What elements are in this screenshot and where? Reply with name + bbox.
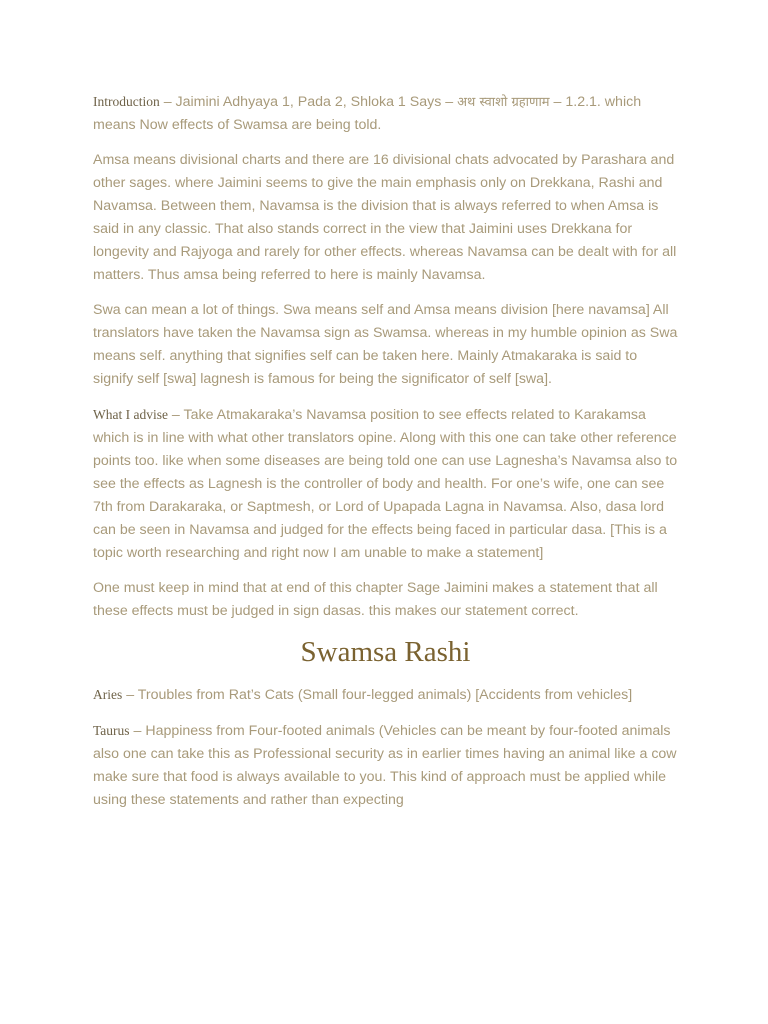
sign-taurus-paragraph: [93, 719, 678, 812]
sign-aries-paragraph: [93, 683, 678, 707]
advise-lead: What I advise: [93, 407, 168, 422]
sign-taurus-lead: Taurus: [93, 723, 130, 738]
sanskrit-verse: अथ स्वाशो ग्रहाणाम: [457, 95, 550, 110]
closing-paragraph: One must keep in mind that at end of this chapter Sage Jaimini makes a statement that all these effects must be judged in sign dasas. this makes our statement correct.: [93, 580, 658, 619]
advise-paragraph: [93, 403, 678, 565]
sign-aries-text: – Troubles from Rat’s Cats (Small four-legged animals) [Accidents from vehicles]: [122, 687, 633, 703]
advise-text: – Take Atmakaraka’s Navamsa position to see effects related to Karakamsa which is in line with what other translators opine. Along with this one can take other reference points too. like when some diseases are being told one can use Lagnesha’s Navamsa also to see the effects as Lagnesh is the controller of body and health. For one’s wife, one can see 7th from Darakaraka, or Saptmesh, or Lord of Upapada Lagna in Navamsa. Also, dasa lord can be seen in Navamsa and judged for the effects being faced in particular dasa. [This is a topic worth researching and right now I am unable to make a statement]: [93, 407, 678, 561]
sign-taurus-text: – Happiness from Four-footed animals (Vehicles can be meant by four-footed animals also one can take this as Professional security as in earlier times having an animal like a cow make sure that food is always available to you. This kind of approach must be applied while using these statements and rather than expecting: [93, 723, 677, 808]
amsa-paragraph: Amsa means divisional charts and there are 16 divisional chats advocated by Parashara and other sages. where Jaimini seems to give the main emphasis only on Drekkana, Rashi and Navamsa. Between them, Navamsa is the division that is always referred to when Amsa is said in any classic. That also stands correct in the view that Jaimini uses Drekkana for longevity and Rajyoga and rarely for other effects. whereas Navamsa can be dealt with for all matters. Thus amsa being referred to here is mainly Navamsa.: [93, 152, 677, 283]
document-page: [93, 90, 678, 824]
sign-aries-lead: Aries: [93, 687, 123, 702]
intro-text-before: – Jaimini Adhyaya 1, Pada 2, Shloka 1 Says –: [159, 94, 458, 110]
section-heading: Swamsa Rashi: [300, 636, 471, 668]
swa-paragraph: Swa can mean a lot of things. Swa means self and Amsa means division [here navamsa] All translators have taken the Navamsa sign as Swamsa. whereas in my humble opinion as Swa means self. anything that signifies self can be taken here. Mainly Atmakaraka is said to signify self [swa] lagnesh is famous for being the significator of self [swa].: [93, 302, 678, 387]
intro-lead: Introduction: [93, 94, 160, 109]
intro-paragraph: [93, 90, 678, 137]
intro-text-after: – 1.2.1. which means Now effects of Swamsa are being told.: [93, 94, 642, 133]
